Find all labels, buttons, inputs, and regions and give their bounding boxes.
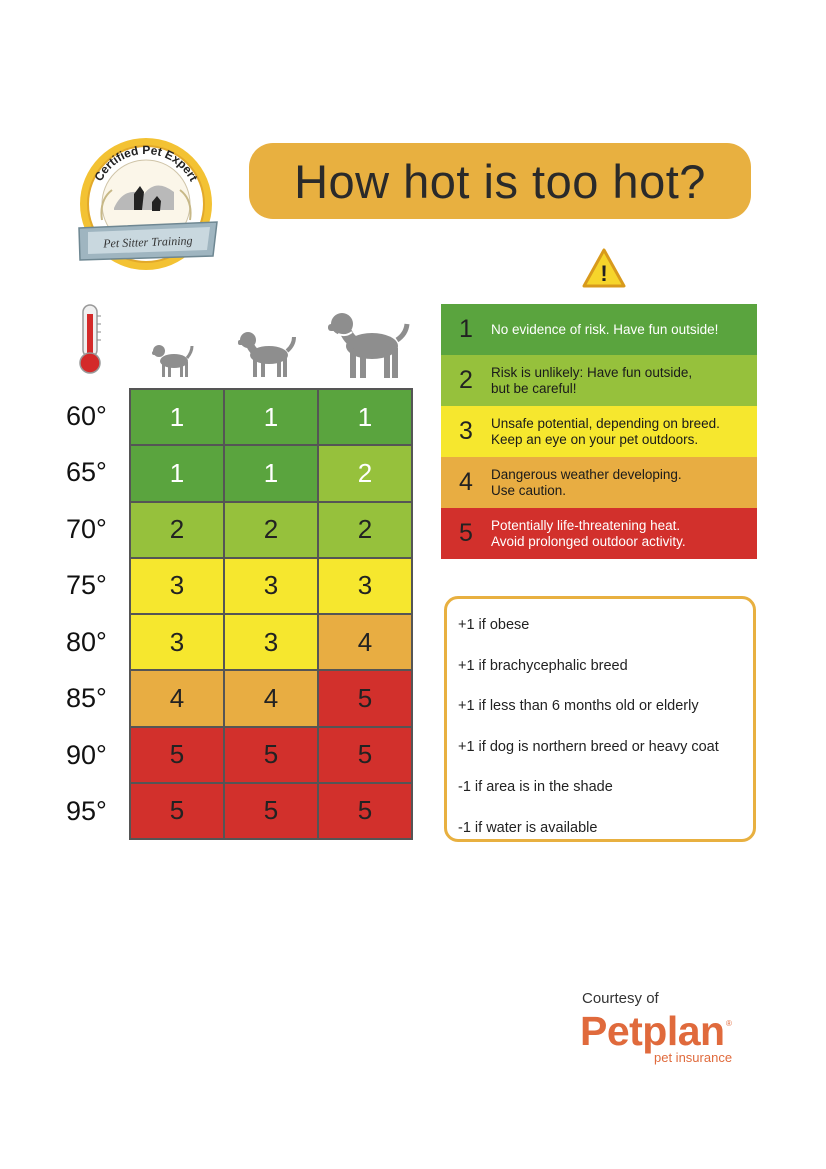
risk-cell: 3 — [318, 558, 412, 614]
large-dog-icon — [326, 308, 410, 380]
legend-row — [441, 304, 757, 355]
legend-line-1: Risk is unlikely: Have fun outside, — [491, 364, 693, 380]
legend-description — [491, 518, 694, 550]
modifier-item: +1 if brachycephalic breed — [458, 657, 628, 674]
risk-cell: 4 — [224, 670, 318, 726]
legend-line-2: Use caution. — [491, 482, 567, 498]
temperature-label: 95° — [66, 796, 107, 827]
risk-cell: 5 — [130, 727, 224, 783]
temperature-label: 65° — [66, 457, 107, 488]
legend-row — [441, 457, 757, 508]
warning-icon — [581, 247, 627, 289]
page-title: How hot is too hot? — [294, 154, 706, 208]
temperature-label: 85° — [66, 683, 107, 714]
legend-description — [491, 467, 690, 499]
risk-cell: 4 — [130, 670, 224, 726]
legend-description — [491, 322, 726, 338]
certified-badge-icon — [74, 134, 224, 274]
legend-number: 2 — [459, 366, 473, 394]
risk-cell: 2 — [318, 445, 412, 501]
badge-ribbon-text: Pet Sitter Training — [102, 233, 193, 251]
risk-cell: 5 — [224, 783, 318, 839]
temperature-column — [66, 388, 126, 840]
badge-top-text: Certified Pet Expert — [91, 142, 201, 184]
legend-number: 1 — [459, 315, 473, 343]
modifier-item: -1 if area is in the shade — [458, 779, 613, 796]
legend-number: 5 — [459, 519, 473, 547]
legend-line-1: Potentially life-threatening heat. — [491, 517, 681, 533]
temperature-label: 70° — [66, 513, 107, 544]
risk-cell: 2 — [318, 502, 412, 558]
risk-cell: 3 — [224, 614, 318, 670]
warning-symbol: ! — [600, 261, 608, 286]
risk-cell: 5 — [130, 783, 224, 839]
courtesy-text: Courtesy of — [582, 990, 659, 1007]
risk-cell: 1 — [130, 445, 224, 501]
legend-line-2: but be careful! — [491, 380, 577, 396]
legend-line-1: Dangerous weather developing. — [491, 466, 682, 482]
risk-cell: 1 — [224, 445, 318, 501]
modifier-item: +1 if obese — [458, 617, 530, 634]
legend-line-2: Keep an eye on your pet outdoors. — [491, 431, 699, 447]
legend-row — [441, 406, 757, 457]
medium-dog-icon — [236, 327, 296, 379]
risk-cell: 5 — [318, 783, 412, 839]
modifier-item: +1 if less than 6 months old or elderly — [458, 698, 699, 715]
modifiers-box — [444, 596, 756, 842]
temperature-label: 75° — [66, 570, 107, 601]
modifier-item: +1 if dog is northern breed or heavy coat — [458, 738, 719, 755]
legend-line-1: No evidence of risk. Have fun outside! — [491, 321, 719, 337]
legend-description — [491, 416, 728, 448]
risk-cell: 3 — [224, 558, 318, 614]
temperature-label: 80° — [66, 626, 107, 657]
risk-grid — [129, 388, 413, 840]
legend-row — [441, 355, 757, 406]
risk-cell: 1 — [224, 389, 318, 445]
risk-cell: 3 — [130, 558, 224, 614]
legend-number: 3 — [459, 417, 473, 445]
risk-cell: 4 — [318, 614, 412, 670]
legend-line-1: Unsafe potential, depending on breed. — [491, 415, 720, 431]
risk-cell: 5 — [318, 727, 412, 783]
registered-mark: ® — [726, 1019, 732, 1028]
legend-row — [441, 508, 757, 559]
risk-legend — [441, 304, 757, 559]
risk-cell: 3 — [130, 614, 224, 670]
thermometer-icon — [74, 302, 106, 376]
risk-cell: 2 — [224, 502, 318, 558]
temperature-label: 60° — [66, 400, 107, 431]
legend-line-2: Avoid prolonged outdoor activity. — [491, 533, 686, 549]
modifier-item: -1 if water is available — [458, 819, 598, 836]
petplan-logo: Petplan — [580, 1008, 725, 1054]
temperature-label: 90° — [66, 739, 107, 770]
risk-cell: 5 — [318, 670, 412, 726]
petplan-tagline: pet insurance — [654, 1050, 733, 1065]
risk-cell: 2 — [130, 502, 224, 558]
legend-number: 4 — [459, 468, 473, 496]
risk-cell: 1 — [130, 389, 224, 445]
risk-cell: 1 — [318, 389, 412, 445]
small-dog-icon — [150, 341, 194, 379]
legend-description — [491, 365, 700, 397]
title-banner — [249, 143, 751, 219]
risk-cell: 5 — [224, 727, 318, 783]
